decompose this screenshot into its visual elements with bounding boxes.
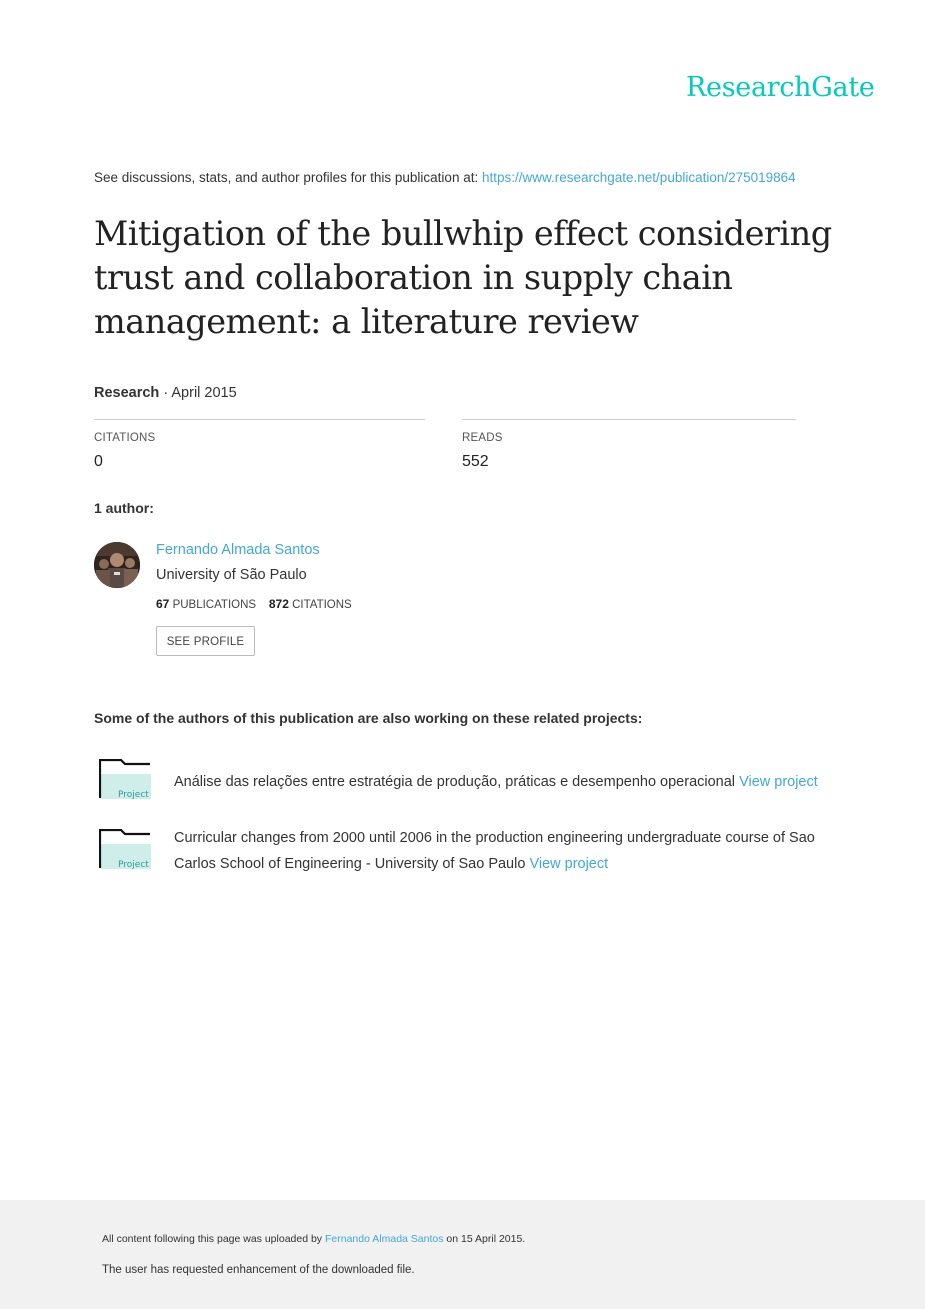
publication-title: Mitigation of the bullwhip effect considering trust and collaboration in supply chain management: a literature review [94, 214, 832, 341]
publication-url-link[interactable]: https://www.researchgate.net/publication/275019864 [481, 170, 796, 185]
avatar-photo-icon [94, 542, 140, 588]
citations-divider [94, 419, 425, 420]
project-icon-label: Project [118, 860, 149, 869]
view-project-link[interactable]: View project [739, 774, 818, 790]
researchgate-logo[interactable]: ResearchGate [686, 72, 875, 103]
authors-heading: 1 author: [94, 500, 154, 516]
project-title: Análise das relações entre estratégia de produção, práticas e desempenho operacional [174, 774, 740, 790]
meta-separator: · [159, 385, 172, 401]
citations-value: 0 [94, 453, 103, 470]
enhancement-note: The user has requested enhancement of the downloaded file. [102, 1264, 415, 1276]
project-item [174, 769, 834, 795]
project-title: Curricular changes from 2000 until 2006 in the production engineering undergraduate course of Sao Carlos School of Engineering - University of Sao Paulo [174, 830, 815, 872]
author-stats [156, 597, 352, 611]
author-citations-count: 872 [268, 597, 289, 611]
upload-note [102, 1233, 525, 1245]
author-citations-label: CITATIONS [292, 599, 352, 611]
project-icon-label: Project [118, 790, 149, 799]
publication-type: Research [94, 385, 160, 401]
folder-icon [99, 829, 151, 869]
reads-value: 552 [462, 453, 489, 470]
author-avatar[interactable] [94, 542, 140, 588]
author-publications-label: PUBLICATIONS [172, 599, 257, 611]
author-institution: University of São Paulo [156, 567, 307, 583]
uploader-link[interactable]: Fernando Almada Santos [324, 1233, 444, 1245]
upload-suffix: on 15 April 2015. [443, 1233, 526, 1245]
reads-divider [462, 419, 796, 420]
publication-date: April 2015 [171, 385, 237, 401]
upload-prefix: All content following this page was uploaded by [102, 1233, 325, 1245]
reads-label: READS [462, 432, 503, 444]
folder-icon [99, 759, 151, 799]
publication-link-line [94, 170, 796, 185]
project-folder-icon [99, 829, 151, 869]
publication-meta [94, 385, 237, 401]
related-projects-heading: Some of the authors of this publication are also working on these related projects: [94, 710, 643, 726]
citations-label: CITATIONS [94, 432, 156, 444]
project-item [174, 825, 834, 877]
author-publications-count: 67 [156, 597, 170, 611]
project-folder-icon [99, 759, 151, 799]
footer-band [0, 1200, 925, 1309]
see-profile-button[interactable]: SEE PROFILE [156, 626, 255, 656]
author-name-link[interactable]: Fernando Almada Santos [156, 542, 320, 558]
see-discussions-text: See discussions, stats, and author profiles for this publication at: [94, 170, 482, 185]
view-project-link[interactable]: View project [529, 856, 609, 872]
